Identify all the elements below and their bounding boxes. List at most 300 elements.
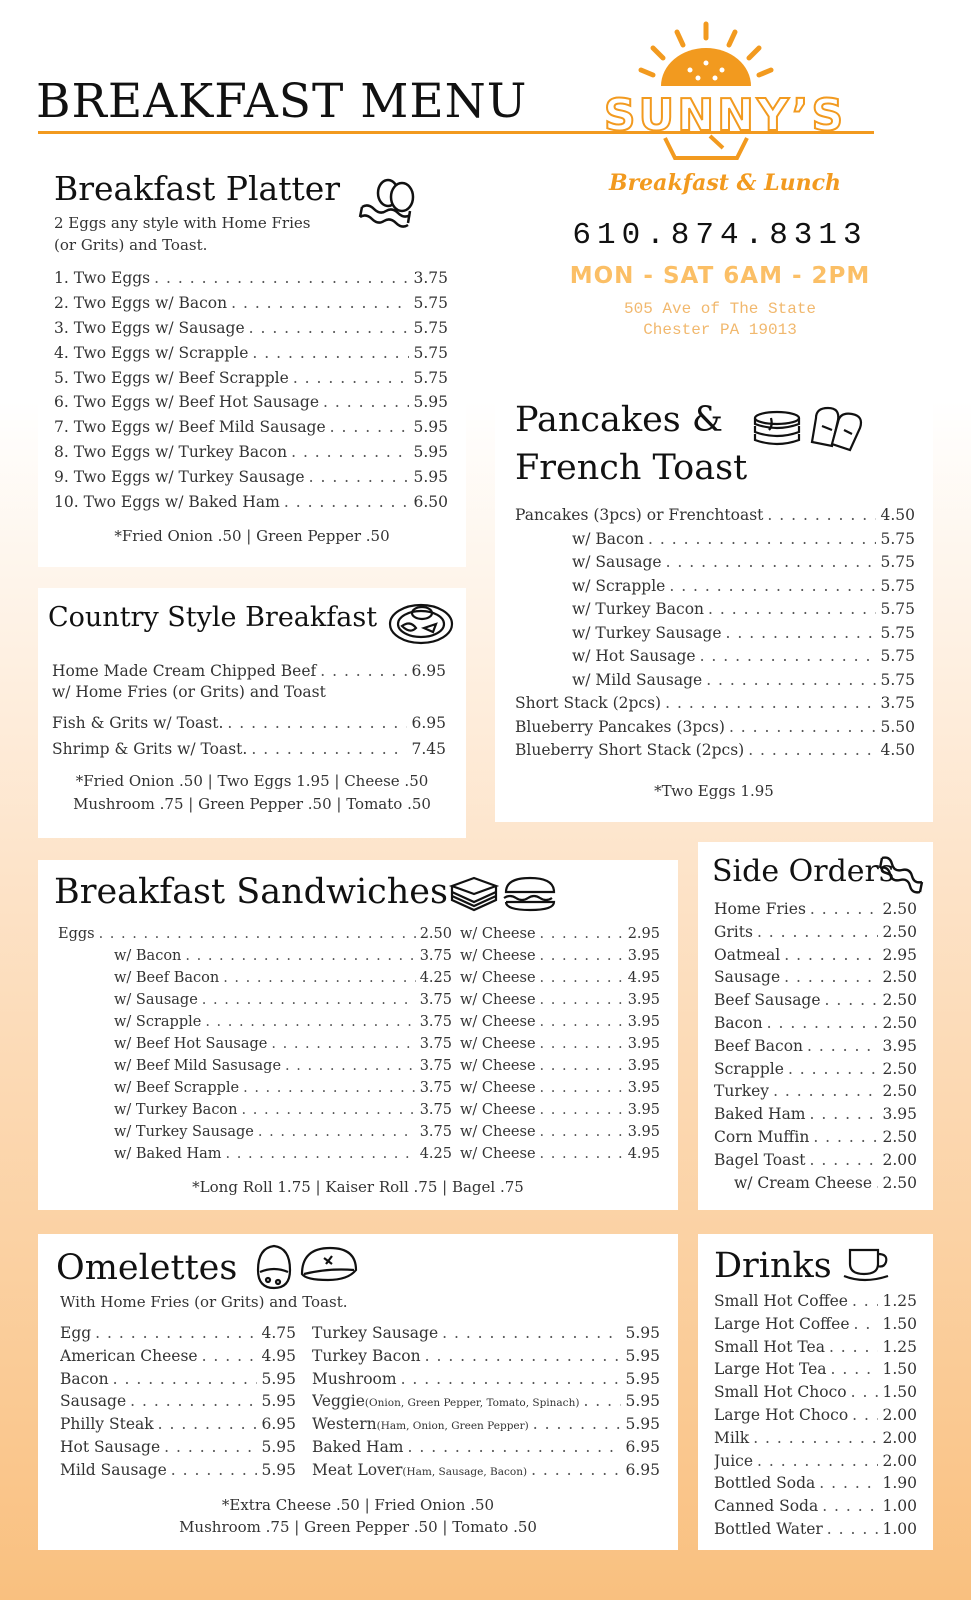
- menu-item-row: [58, 1080, 452, 1102]
- dot-leader: [773, 1082, 878, 1100]
- menu-item-row: [52, 714, 446, 740]
- dot-leader: [767, 1014, 879, 1032]
- item-price: 2.50: [882, 1059, 917, 1078]
- item-name: Bacon: [714, 1013, 763, 1032]
- drinks-panel: [698, 1234, 933, 1550]
- dot-leader: [876, 1174, 878, 1192]
- burger-icon: [502, 874, 558, 914]
- item-price: 5.95: [261, 1460, 296, 1479]
- dot-leader: [854, 1315, 879, 1333]
- dot-leader: [330, 418, 410, 436]
- item-name: w/ Cheese: [460, 1146, 536, 1162]
- pancake-items: [515, 506, 915, 765]
- dot-leader: [540, 1080, 624, 1096]
- item-price: 2.95: [882, 945, 917, 964]
- dot-leader: [540, 1036, 624, 1052]
- dot-leader: [753, 1429, 878, 1447]
- item-name: 1. Two Eggs: [54, 269, 151, 287]
- item-price: 6.95: [411, 714, 446, 732]
- menu-item-row: [460, 992, 660, 1014]
- item-price: 2.50: [882, 968, 917, 987]
- menu-item-row: [60, 1392, 296, 1415]
- address-line-2: Chester PA 19013: [643, 321, 797, 339]
- dot-leader: [202, 1347, 258, 1365]
- item-name: w/ Bacon: [114, 948, 182, 964]
- item-name: Large Hot Tea: [714, 1360, 827, 1379]
- item-price: 5.95: [625, 1324, 660, 1342]
- item-name: Small Hot Choco: [714, 1383, 847, 1402]
- menu-item-row: [460, 1146, 660, 1168]
- item-price: 5.95: [625, 1415, 660, 1434]
- dot-leader: [540, 970, 624, 986]
- item-price: 2.50: [882, 900, 917, 918]
- dot-leader: [223, 970, 416, 986]
- menu-item-row: [714, 1452, 917, 1475]
- item-name: Baked Ham: [714, 1105, 806, 1124]
- item-price: 2.50: [882, 922, 917, 941]
- item-price: 3.95: [627, 1102, 660, 1118]
- menu-item-row: [58, 926, 452, 948]
- item-price: 3.75: [419, 1014, 452, 1030]
- menu-item-row: [58, 948, 452, 970]
- country-items: [52, 714, 446, 766]
- menu-item-row: [54, 344, 448, 369]
- item-detail: (Ham, Sausage, Bacon): [402, 1465, 528, 1478]
- menu-item-row: [60, 1415, 296, 1438]
- item-price: 5.95: [261, 1392, 296, 1411]
- menu-item-row: [714, 1406, 917, 1429]
- menu-item-row: [714, 1429, 917, 1452]
- dot-leader: [533, 1415, 622, 1433]
- breakfast-platter-panel: [38, 155, 466, 567]
- dot-leader: [401, 1370, 622, 1388]
- menu-item-row: [312, 1438, 660, 1461]
- item-price: 3.75: [419, 948, 452, 964]
- item-price: 3.75: [419, 992, 452, 1008]
- dot-leader: [813, 1128, 878, 1146]
- item-name: Canned Soda: [714, 1497, 819, 1516]
- item-price: 3.95: [627, 948, 660, 964]
- sandwich-cheese-items: [460, 926, 660, 1168]
- item-name: w/ Cheese: [460, 992, 536, 1008]
- item-name: w/ Cheese: [460, 970, 536, 986]
- item-price: 1.00: [882, 1497, 917, 1516]
- item-price: 5.95: [261, 1369, 296, 1388]
- item-price: 6.95: [261, 1415, 296, 1434]
- menu-item-row: [312, 1415, 660, 1438]
- country-note-1: *Fried Onion .50 | Two Eggs 1.95 | Cheese .50: [75, 772, 429, 790]
- section-title: Side Orders: [712, 854, 895, 889]
- drink-items: [714, 1292, 917, 1543]
- item-name: Veggie: [312, 1392, 365, 1411]
- item-name: Corn Muffin: [714, 1127, 810, 1146]
- item-name: Egg: [60, 1324, 92, 1342]
- item-name: Home Made Cream Chipped Beef: [52, 662, 317, 680]
- item-price: 7.45: [411, 740, 446, 758]
- dot-leader: [130, 1392, 257, 1410]
- menu-item-row: [312, 1324, 660, 1347]
- item-price: 2.50: [882, 991, 917, 1010]
- item-price: 5.95: [625, 1346, 660, 1365]
- item-name: Grits: [714, 922, 753, 941]
- item-name: w/ Cheese: [460, 948, 536, 964]
- item-price: 3.95: [627, 992, 660, 1008]
- item-name: w/ Mild Sausage: [572, 670, 703, 689]
- eggs-bacon-icon: [358, 167, 420, 239]
- dot-leader: [285, 1058, 416, 1074]
- item-price: 4.95: [627, 970, 660, 986]
- side-items: [714, 900, 917, 1196]
- item-name: Philly Steak: [60, 1415, 154, 1434]
- item-price: 2.50: [882, 1013, 917, 1032]
- item-name: Bottled Soda: [714, 1474, 816, 1493]
- dot-leader: [171, 1461, 258, 1479]
- item-price: 2.50: [882, 1082, 917, 1101]
- sandwiches-panel: [38, 860, 678, 1210]
- menu-item-row: [714, 1014, 917, 1037]
- toast-icon: [810, 404, 870, 454]
- sandwich-items: [58, 926, 452, 1168]
- dot-leader: [829, 1338, 879, 1356]
- item-price: 3.75: [419, 1124, 452, 1140]
- item-name: Beef Sausage: [714, 991, 821, 1010]
- item-price: 4.75: [261, 1324, 296, 1342]
- item-name: w/ Cheese: [460, 1102, 536, 1118]
- section-title-line-2: French Toast: [515, 448, 748, 488]
- item-name: Bottled Water: [714, 1519, 823, 1538]
- brand-tagline: Breakfast & Lunch: [609, 170, 841, 196]
- section-title: Drinks: [714, 1246, 832, 1286]
- omelette-items-left: [60, 1324, 296, 1484]
- menu-item-row: [714, 991, 917, 1014]
- item-name: w/ Bacon: [572, 529, 645, 548]
- item-name: Juice: [714, 1451, 754, 1470]
- dot-leader: [205, 1014, 415, 1030]
- phone-number[interactable]: 610.874.8313: [572, 218, 868, 253]
- item-name: w/ Beef Scrapple: [114, 1080, 240, 1096]
- item-name: Small Hot Coffee: [714, 1292, 848, 1310]
- menu-item-row: [58, 1102, 452, 1124]
- dot-leader: [99, 926, 416, 942]
- item-price: 3.95: [627, 1014, 660, 1030]
- item-price: 3.75: [419, 1102, 452, 1118]
- dot-leader: [666, 553, 877, 571]
- dot-leader: [708, 600, 876, 618]
- dot-leader: [231, 294, 409, 312]
- item-price: 5.50: [880, 717, 915, 736]
- side-orders-panel: [698, 842, 933, 1210]
- item-name: w/ Baked Ham: [114, 1146, 222, 1162]
- menu-item-row: [515, 741, 915, 765]
- menu-item-row: [460, 1102, 660, 1124]
- item-name: w/ Turkey Bacon: [572, 600, 705, 618]
- menu-item-row: [515, 530, 915, 554]
- item-price: 3.75: [419, 1058, 452, 1074]
- item-name: w/ Scrapple: [572, 576, 666, 595]
- dot-leader: [648, 530, 876, 548]
- menu-item-row: [714, 1520, 917, 1543]
- item-price: 5.75: [880, 529, 915, 548]
- item-name: 8. Two Eggs w/ Turkey Bacon: [54, 443, 288, 462]
- menu-item-row: [54, 418, 448, 443]
- item-price: 1.50: [882, 1360, 917, 1379]
- item-name: Turkey: [714, 1082, 770, 1101]
- plate-meal-icon: [388, 600, 454, 646]
- item-name: 4. Two Eggs w/ Scrapple: [54, 343, 249, 362]
- menu-item-row: [714, 1292, 917, 1315]
- dot-leader: [164, 1438, 257, 1456]
- dot-leader: [249, 319, 410, 337]
- item-name: Turkey Bacon: [312, 1346, 421, 1365]
- dot-leader: [822, 1497, 878, 1515]
- item-price: 4.25: [419, 1146, 452, 1162]
- dot-leader: [810, 900, 879, 918]
- menu-item-row: [714, 1060, 917, 1083]
- item-price: 4.50: [880, 741, 915, 759]
- menu-item-row: [714, 1338, 917, 1361]
- dot-leader: [154, 269, 409, 287]
- item-price: 1.50: [882, 1314, 917, 1333]
- dot-leader: [202, 992, 416, 1008]
- menu-item-row: [714, 1082, 917, 1105]
- item-detail: (Onion, Green Pepper, Tomato, Spinach): [364, 1397, 580, 1410]
- item-name: Short Stack (2pcs): [515, 694, 662, 712]
- item-name: 10. Two Eggs w/ Baked Ham: [54, 493, 280, 512]
- item-price: 2.00: [882, 1428, 917, 1447]
- sandwich-icon: [448, 874, 500, 914]
- dot-leader: [309, 468, 410, 486]
- menu-item-row: [515, 718, 915, 742]
- menu-item-row: [515, 624, 915, 648]
- item-name: w/ Beef Mild Sasusage: [114, 1058, 282, 1074]
- item-name: Turkey Sausage: [312, 1324, 439, 1342]
- menu-item-row: [714, 1128, 917, 1151]
- dot-leader: [757, 923, 879, 941]
- item-name: 6. Two Eggs w/ Beef Hot Sausage: [54, 393, 320, 412]
- dot-leader: [531, 1461, 621, 1479]
- menu-item-row: [714, 1037, 917, 1060]
- item-price: 5.75: [880, 647, 915, 665]
- omelettes-desc: With Home Fries (or Grits) and Toast.: [60, 1293, 348, 1311]
- item-name: 3. Two Eggs w/ Sausage: [54, 318, 245, 337]
- dot-leader: [323, 393, 409, 411]
- menu-item-row: [54, 393, 448, 418]
- menu-item-row: [515, 694, 915, 718]
- item-price: 4.95: [627, 1146, 660, 1162]
- pancakes-note: *Two Eggs 1.95: [654, 782, 774, 800]
- dot-leader: [242, 1102, 416, 1118]
- platter-desc-1: 2 Eggs any style with Home Fries: [54, 214, 311, 232]
- item-price: 5.75: [880, 600, 915, 618]
- item-price: 2.95: [627, 926, 660, 942]
- item-name: w/ Hot Sausage: [572, 647, 696, 665]
- item-price: 6.95: [411, 662, 446, 680]
- item-price: 5.75: [880, 553, 915, 571]
- item-price: 5.95: [261, 1437, 296, 1456]
- pancake-stack-icon: [751, 410, 807, 450]
- menu-item-row: [714, 1105, 917, 1128]
- item-name: w/ Cheese: [460, 1124, 536, 1140]
- item-price: 5.75: [880, 670, 915, 689]
- item-price: 3.75: [419, 1036, 452, 1052]
- dot-leader: [442, 1324, 621, 1342]
- dot-leader: [807, 1037, 878, 1055]
- dot-leader: [226, 1146, 416, 1162]
- dot-leader: [540, 1124, 624, 1140]
- item-name: Western: [312, 1415, 377, 1434]
- item-price: 2.00: [882, 1405, 917, 1424]
- item-name: w/ Beef Bacon: [114, 970, 220, 986]
- business-hours: MON - SAT 6AM - 2PM: [569, 263, 871, 289]
- country-note-2: Mushroom .75 | Green Pepper .50 | Tomato .50: [73, 795, 431, 813]
- menu-item-row: [60, 1370, 296, 1393]
- menu-item-row: [515, 553, 915, 577]
- item-name: Baked Ham: [312, 1437, 404, 1456]
- dot-leader: [540, 992, 624, 1008]
- omelettes-note-1: *Extra Cheese .50 | Fried Onion .50: [221, 1496, 495, 1514]
- omelettes-note-2: Mushroom .75 | Green Pepper .50 | Tomato .50: [179, 1518, 537, 1536]
- item-name: Bacon: [60, 1369, 109, 1388]
- dot-leader: [243, 1080, 416, 1096]
- item-price: 5.95: [413, 443, 448, 462]
- item-price: 5.95: [413, 468, 448, 487]
- dot-leader: [583, 1392, 621, 1410]
- item-name: w/ Turkey Sausage: [572, 623, 722, 642]
- dot-leader: [540, 1102, 624, 1118]
- menu-item-row: [714, 1360, 917, 1383]
- item-price: 5.75: [413, 368, 448, 387]
- item-name: Mushroom: [312, 1369, 397, 1388]
- item-detail: (Ham, Onion, Green Pepper): [376, 1420, 529, 1433]
- dot-leader: [185, 948, 415, 964]
- item-price: 5.75: [413, 318, 448, 337]
- menu-item-row: [714, 1497, 917, 1520]
- dot-leader: [757, 1452, 878, 1470]
- dot-leader: [726, 624, 877, 642]
- item-name: Home Fries: [714, 900, 806, 918]
- section-title: Omelettes: [56, 1248, 238, 1288]
- item-name: w/ Scrapple: [114, 1014, 202, 1030]
- menu-item-row: [54, 319, 448, 344]
- item-name: 2. Two Eggs w/ Bacon: [54, 293, 228, 312]
- item-price: 3.95: [627, 1036, 660, 1052]
- item-price: 2.50: [419, 926, 452, 942]
- menu-item-row: [460, 948, 660, 970]
- item-price: 2.00: [882, 1150, 917, 1169]
- item-price: 3.75: [413, 269, 448, 287]
- dot-leader: [784, 968, 878, 986]
- item-name: 9. Two Eggs w/ Turkey Sausage: [54, 468, 305, 487]
- address-line-1: 505 Ave of The State: [623, 300, 817, 318]
- menu-item-row: [58, 1124, 452, 1146]
- omelette-items-right: [312, 1324, 660, 1484]
- menu-item-row: [54, 269, 448, 294]
- dot-leader: [113, 1370, 258, 1388]
- item-price: 5.75: [880, 576, 915, 595]
- item-price: 6.95: [625, 1460, 660, 1479]
- item-name: w/ Cheese: [460, 1014, 536, 1030]
- dot-leader: [827, 1520, 879, 1538]
- item-price: 5.95: [625, 1369, 660, 1388]
- menu-item-row: [60, 1438, 296, 1461]
- dot-leader: [788, 1060, 879, 1078]
- menu-item-row: [312, 1461, 660, 1484]
- dot-leader: [748, 741, 876, 759]
- menu-item-row: [714, 900, 917, 923]
- dot-leader: [252, 344, 409, 362]
- item-price: 2.50: [882, 1127, 917, 1146]
- item-name: Sausage: [714, 968, 781, 987]
- dot-leader: [706, 671, 876, 689]
- item-name: 7. Two Eggs w/ Beef Mild Sausage: [54, 418, 326, 437]
- item-name: Oatmeal: [714, 945, 781, 964]
- item-name: Beef Bacon: [714, 1036, 804, 1055]
- item-price: 5.75: [413, 343, 448, 362]
- menu-item-row: [714, 946, 917, 969]
- item-price: 1.00: [882, 1519, 917, 1538]
- brand-name: SUNNY’S: [603, 90, 847, 141]
- dot-leader: [540, 926, 624, 942]
- coffee-cup-icon: [842, 1244, 892, 1284]
- menu-item-row: [58, 970, 452, 992]
- item-price: 4.50: [880, 506, 915, 524]
- item-price: 4.25: [419, 970, 452, 986]
- item-name: w/ Cheese: [460, 1058, 536, 1074]
- dot-leader: [425, 1347, 622, 1365]
- item-subtext: w/ Home Fries (or Grits) and Toast: [52, 683, 326, 701]
- menu-item-row: [60, 1461, 296, 1484]
- item-name: Scrapple: [714, 1059, 784, 1078]
- menu-item-row: [58, 992, 452, 1014]
- menu-item-row: [460, 1124, 660, 1146]
- platter-items: [54, 269, 448, 518]
- dot-leader: [810, 1151, 879, 1169]
- dot-leader: [784, 946, 878, 964]
- item-name: w/ Turkey Sausage: [114, 1124, 254, 1140]
- item-price: 6.95: [625, 1437, 660, 1456]
- menu-item-row: [54, 369, 448, 394]
- dot-leader: [810, 1105, 879, 1123]
- menu-item-row: [515, 506, 915, 530]
- dot-leader: [852, 1292, 879, 1310]
- item-price: 5.95: [413, 418, 448, 437]
- dot-leader: [819, 1474, 878, 1492]
- menu-item-row: [58, 1146, 452, 1168]
- menu-item-row: [54, 493, 448, 518]
- menu-item-row: [58, 1014, 452, 1036]
- item-name: Pancakes (3pcs) or Frenchtoast: [515, 506, 764, 524]
- item-name: Milk: [714, 1428, 750, 1447]
- item-price: 3.95: [882, 1036, 917, 1055]
- platter-note: *Fried Onion .50 | Green Pepper .50: [114, 527, 390, 545]
- dot-leader: [700, 647, 877, 665]
- menu-item-row: [54, 468, 448, 493]
- menu-item-row: [58, 1036, 452, 1058]
- item-price: 3.75: [880, 694, 915, 712]
- dot-leader: [227, 714, 407, 732]
- menu-item-row: [312, 1392, 660, 1415]
- dot-leader: [284, 493, 410, 511]
- item-price: 1.90: [882, 1474, 917, 1493]
- item-price: 1.25: [882, 1292, 917, 1310]
- item-name: w/ Sausage: [114, 992, 198, 1008]
- menu-item-row: [515, 671, 915, 695]
- item-name: Blueberry Pancakes (3pcs): [515, 717, 725, 736]
- menu-item-row: [52, 740, 446, 766]
- item-price: 5.95: [413, 393, 448, 412]
- dot-leader: [258, 1124, 416, 1140]
- menu-title: BREAKFAST MENU: [36, 74, 528, 129]
